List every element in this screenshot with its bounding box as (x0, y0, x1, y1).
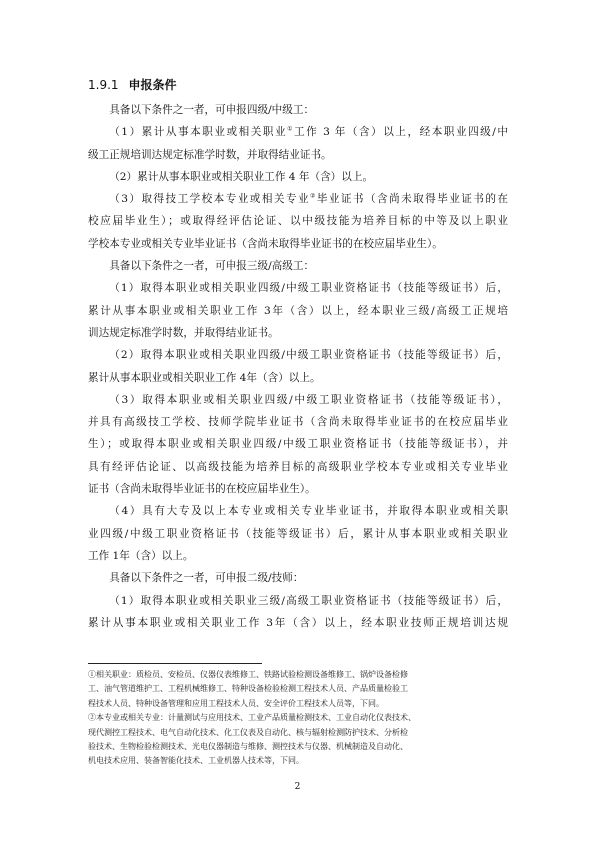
footnote-line: 机电技术应用、装备智能化技术、工业机器人技术等，下同。 (88, 756, 304, 766)
text-line: 生）；或取得本职业或相关职业四级/中级工职业资格证书（技能等级证书），并 (88, 438, 508, 451)
text-line: 累计从事本职业或相关职业工作 4年（含）以上。 (88, 371, 321, 384)
footnote-line: 验技术、生物检验检测技术、光电仪器制造与维修、测控技术与仪器、机械制造及自动化、 (88, 742, 408, 752)
paragraph (88, 500, 508, 567)
text-line: 训达规定标准学时数，并取得结业证书。 (88, 326, 279, 339)
text-line: 级工正规培训达规定标准学时数，并取得结业证书。 (88, 148, 332, 161)
text-line: 具备以下条件之一者，可申报四级/中级工： (109, 104, 315, 116)
paragraph (88, 166, 508, 188)
text-line: 具备以下条件之一者，可申报二级/技师： (109, 572, 304, 585)
text-line: （2）累计从事本职业或相关职业工作 4 年（含）以上。 (109, 170, 374, 183)
text-line: 累计从事本职业或相关职业工作 3年（含）以上，经本职业技师正规培训达规 (88, 616, 508, 629)
text-line: （1）取得本职业或相关职业四级/中级工职业资格证书（技能等级证书）后， (109, 282, 508, 295)
footnote-1 (88, 668, 508, 711)
text-line: （1）累计从事本职业或相关职业①工作 3 年（含）以上，经本职业四级/中 (109, 125, 508, 139)
text-line: 学校本专业或相关专业毕业证书（含尚未取得毕业证书的在校应届毕业生）。 (88, 237, 443, 250)
text-line: （4）具有大专及以上本专业或相关专业毕业证书，并取得本职业或相关职 (109, 505, 508, 518)
paragraph (88, 389, 508, 500)
text-line: 累计从事本职业或相关职业工作 3年（含）以上，经本职业三级/高级工正规培 (88, 304, 508, 317)
paragraph (88, 121, 508, 166)
footnote-line: ②本专业或相关专业：计量测试与应用技术、工业产品质量检测技术、工业自动化仪表技术、 (88, 713, 416, 723)
footnote-line: 现代测控工程技术、电气自动化技术、化工仪表及自动化、核与辐射检测防护技术、分析检 (88, 727, 408, 737)
text-line: （2）取得本职业或相关职业四级/中级工职业资格证书（技能等级证书）后， (109, 349, 508, 362)
section-number: 1.9.1 (88, 78, 119, 92)
text-line: 具有经评估论证、以高级技能为培养目标的高级职业学校本专业或相关专业毕业 (88, 460, 508, 473)
paragraph (88, 344, 508, 389)
footnote-ref: ② (309, 192, 317, 200)
text-line: 证书（含尚未取得毕业证书的在校应届毕业生）。 (88, 483, 316, 496)
footnote-divider (88, 663, 262, 664)
text-line: 具备以下条件之一者，可申报三级/高级工： (109, 260, 315, 273)
body-text (88, 99, 508, 634)
section-heading (88, 76, 177, 93)
page-number: 2 (294, 782, 301, 792)
text-line: （3）取得技工学校本专业或相关专业②毕业证书（含尚未取得毕业证书的在 (109, 192, 508, 206)
footnote-ref: ① (287, 125, 295, 133)
footnote-line: ①相关职业：质检员、安检员、仪器仪表维修工、铁路试验检测设备维修工、锅炉设备检修 (88, 670, 408, 679)
paragraph (88, 99, 508, 121)
footnote-line: 程技术人员、特种设备管理和应用工程技术人员、安全评价工程技术人员等，下同。 (88, 698, 384, 708)
text-line: （3）取得本职业或相关职业四级/中级工职业资格证书（技能等级证书）， (109, 393, 508, 406)
paragraph (88, 188, 508, 255)
paragraph (88, 255, 508, 277)
footnotes (88, 668, 508, 769)
paragraph (88, 277, 508, 344)
footnote-line: 工、油气管道维护工、工程机械维修工、特种设备检验检测工程技术人员、产品质量检验工 (88, 684, 408, 694)
section-title: 申报条件 (128, 78, 177, 92)
text-line: （1）取得本职业或相关职业三级/高级工职业资格证书（技能等级证书）后， (109, 594, 508, 607)
text-line: 并具有高级技工学校、技师学院毕业证书（含尚未取得毕业证书的在校应届毕业 (88, 416, 508, 429)
text-line: 工作 1年（含）以上。 (88, 549, 194, 562)
text-line: 校应届毕业生）；或取得经评估论证、以中级技能为培养目标的中等及以上职业 (88, 215, 508, 228)
text-line: 业四级/中级工职业资格证书（技能等级证书）后，累计从事本职业或相关职业 (88, 527, 508, 540)
paragraph (88, 567, 508, 589)
paragraph (88, 590, 508, 635)
footnote-2 (88, 711, 508, 769)
